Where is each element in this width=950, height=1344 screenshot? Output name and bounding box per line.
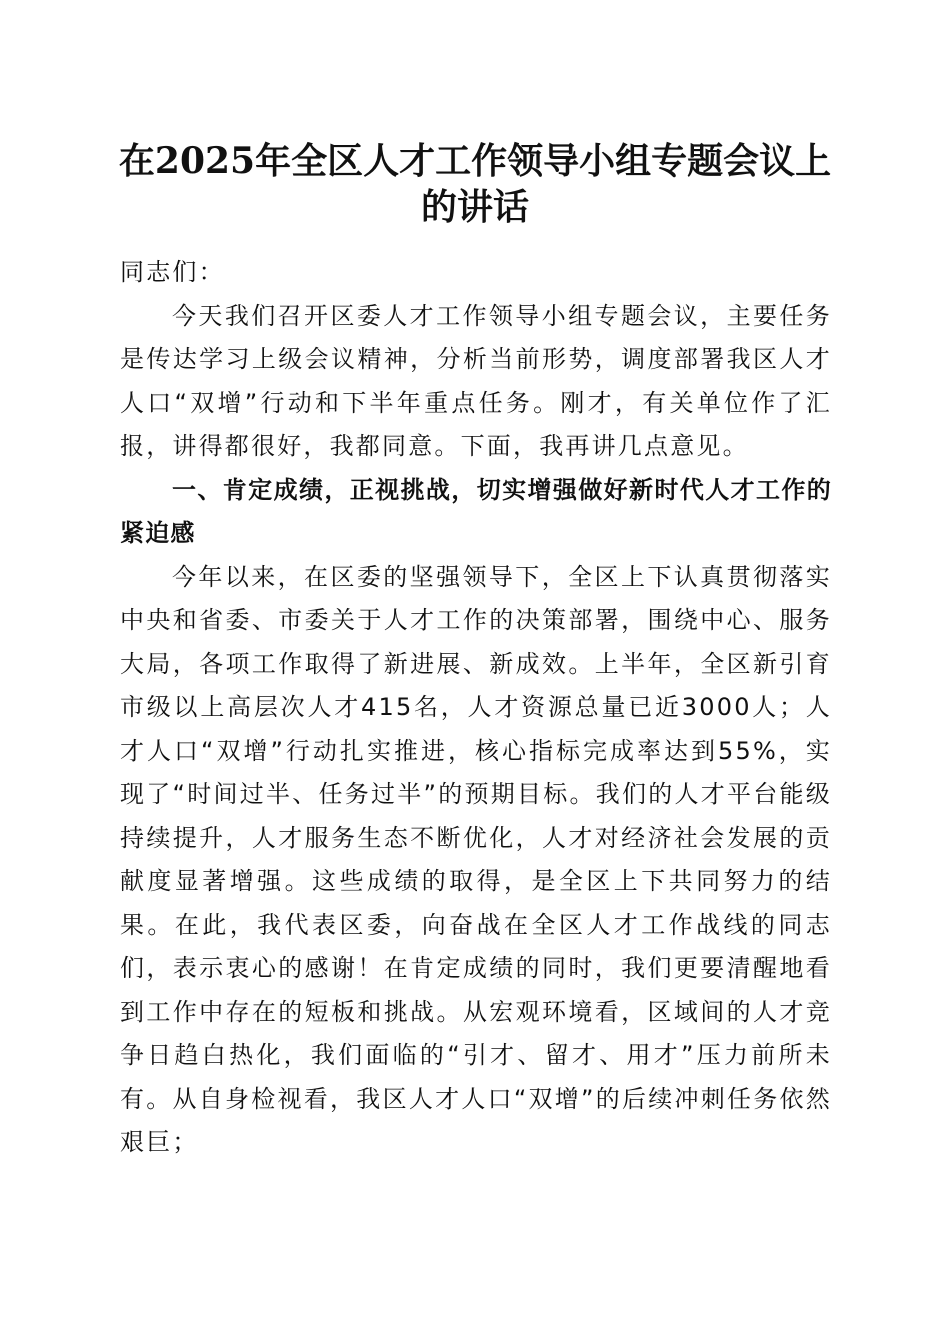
paragraph-achievements: 今年以来，在区委的坚强领导下，全区上下认真贯彻落实中央和省委、市委关于人才工作的决策部署，围绕中心、服务大局，各项工作取得了新进展、新成效。上半年，全区新引育市级以上高层次人才415名，人才资源总量已近3000人；人才人口“双增”行动扎实推进，核心指标完成率达到55%，实现了“时间过半、任务过半”的预期目标。我们的人才平台能级持续提升，人才服务生态不断优化，人才对经济社会发展的贡献度显著增强。这些成绩的取得，是全区上下共同努力的结果。在此，我代表区委，向奋战在全区人才工作战线的同志们，表示衷心的感谢！在肯定成绩的同时，我们更要清醒地看到工作中存在的短板和挑战。从宏观环境看，区域间的人才竞争日趋白热化，我们面临的“引才、留才、用才”压力前所未有。从自身检视看，我区人才人口“双增”的后续冲刺任务依然艰巨； bbox=[120, 562, 832, 1156]
document-title bbox=[110, 138, 840, 230]
title-line-1: 在2025年全区人才工作领导小组专题会议上 bbox=[118, 140, 832, 182]
salutation: 同志们： bbox=[120, 258, 225, 286]
title-line-2: 的讲话 bbox=[420, 186, 529, 228]
section-heading-1: 一、肯定成绩，正视挑战，切实增强做好新时代人才工作的紧迫感 bbox=[120, 475, 832, 547]
paragraph-intro: 今天我们召开区委人才工作领导小组专题会议，主要任务是传达学习上级会议精神，分析当前形势，调度部署我区人才人口“双增”行动和下半年重点任务。刚才，有关单位作了汇报，讲得都很好，我都同意。下面，我再讲几点意见。 bbox=[120, 301, 832, 460]
document-body bbox=[120, 251, 832, 1165]
